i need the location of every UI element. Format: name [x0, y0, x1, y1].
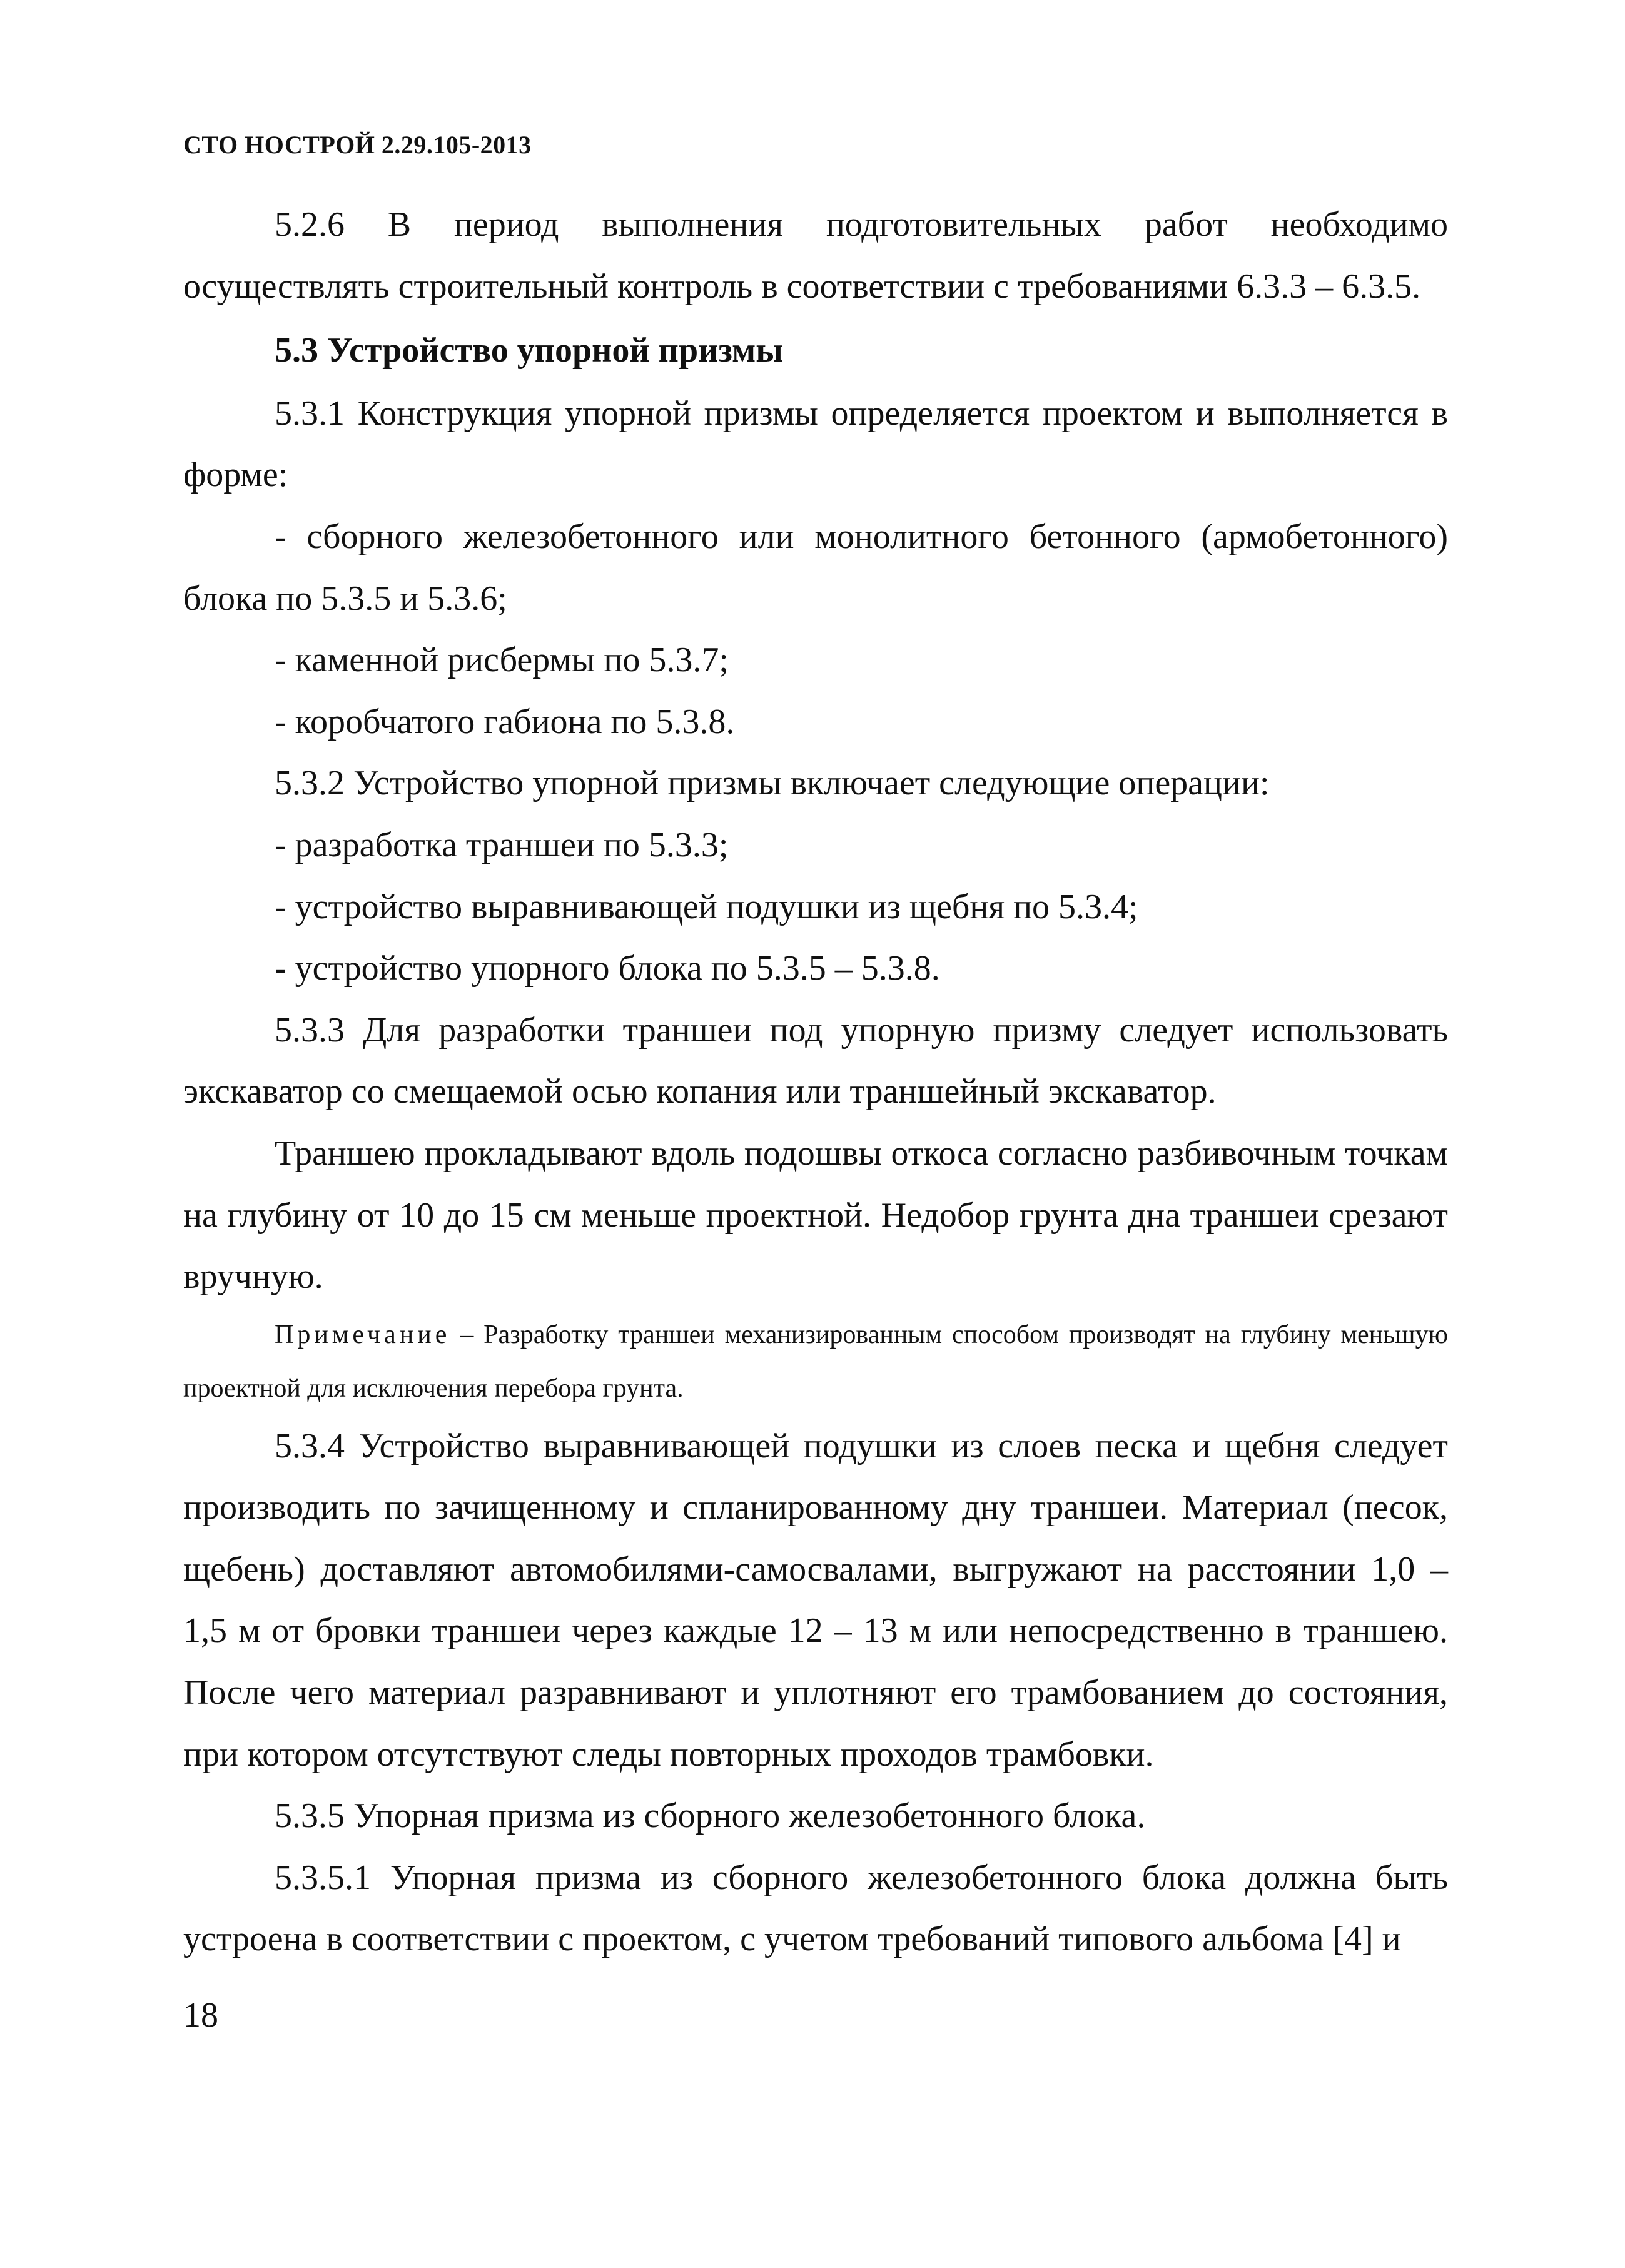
note — [183, 1308, 1448, 1415]
paragraph-trench-depth: Траншею прокладывают вдоль подошвы откоса согласно разбивочным точкам на глубину от 10 до 15 см меньше проектной. Недобор грунта дна траншеи срезают вручную. — [183, 1133, 1448, 1297]
list-item-leveling-pad: - устройство выравнивающей подушки из щебня по 5.3.4; — [275, 887, 1138, 926]
list-item-trench: - разработка траншеи по 5.3.3; — [275, 825, 729, 864]
paragraph-5-3-3: 5.3.3 Для разработки траншеи под упорную призму следует использовать экскаватор со смещаемой осью копания или траншейный экскаватор. — [183, 1010, 1448, 1111]
document-body — [183, 194, 1448, 1970]
note-label: Примечание — [275, 1320, 451, 1349]
paragraph-5-3-2: 5.3.2 Устройство упорной призмы включает следующие операции: — [275, 764, 1270, 803]
page-number: 18 — [183, 1996, 218, 2035]
paragraph-5-3-1: 5.3.1 Конструкция упорной призмы определяется проектом и выполняется в форме: — [183, 393, 1448, 495]
document-header: СТО НОСТРОЙ 2.29.105-2013 — [183, 131, 532, 159]
paragraph-5-2-6: 5.2.6 В период выполнения подготовительных работ необходимо осуществлять строительный контроль в соответствии с требованиями 6.3.3 – 6.3.5. — [183, 205, 1448, 306]
list-item-prefab-block: - сборного железобетонного или монолитного бетонного (армобетонного) блока по 5.3.5 и 5.3.6; — [183, 517, 1448, 618]
list-item-stone-riprap: - каменной рисбермы по 5.3.7; — [275, 640, 729, 680]
section-heading-5-3: 5.3 Устройство упорной призмы — [275, 331, 783, 370]
paragraph-5-3-4: 5.3.4 Устройство выравнивающей подушки из слоев песка и щебня следует производить по зачищенному и спланированному дну траншеи. Материал (песок, щебень) доставляют автомобилями-самосвалами, выгружают на расстоянии 1,0 – 1,5 м от бровки траншеи через каждые 12 – 13 м или непосредственно в траншею. После чего материал разравнивают и уплотняют его трамбованием до состояния, при котором отсутствуют следы повторных проходов трамбовки. — [183, 1426, 1448, 1774]
note-text: – Разработку траншеи механизированным способом производят на глубину меньшую проектной для исключения перебора грунта. — [183, 1320, 1448, 1403]
list-item-box-gabion: - коробчатого габиона по 5.3.8. — [275, 702, 735, 741]
paragraph-5-3-5: 5.3.5 Упорная призма из сборного железобетонного блока. — [275, 1796, 1146, 1836]
list-item-support-block: - устройство упорного блока по 5.3.5 – 5.3.8. — [275, 949, 940, 988]
paragraph-5-3-5-1: 5.3.5.1 Упорная призма из сборного железобетонного блока должна быть устроена в соответствии с проектом, с учетом требований типового альбома [4] и — [183, 1858, 1448, 1959]
